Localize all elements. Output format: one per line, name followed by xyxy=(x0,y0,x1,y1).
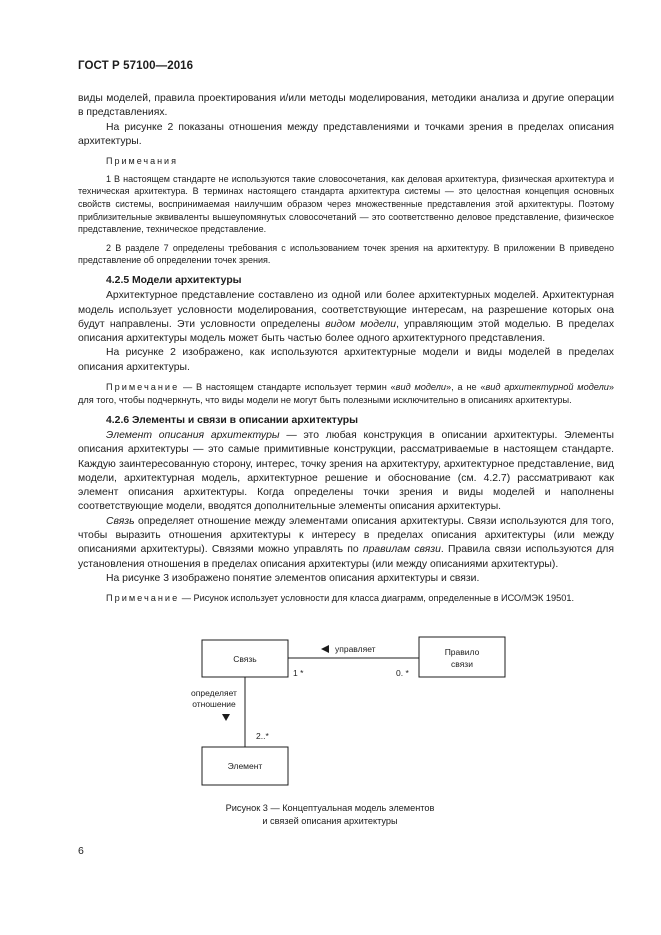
document-body xyxy=(78,92,614,605)
uml-diagram xyxy=(160,625,540,795)
rule-box xyxy=(419,637,505,677)
notes-block xyxy=(78,155,614,267)
direction-arrow xyxy=(321,645,329,653)
link-box-label: Связь xyxy=(233,654,257,664)
relation-label-line2: отношение xyxy=(192,699,236,709)
paragraph: виды моделей, правила проектирования и/или методы моделирования, методики анализа и другие операции в представлениях. xyxy=(78,93,614,119)
paragraph: На рисунке 2 изображено, как используются архитектурные модели и виды моделей в пределах описания архитектуры. xyxy=(78,347,614,373)
document-header: ГОСТ Р 57100—2016 xyxy=(78,60,194,72)
paragraph: Элемент описания архитектуры — это любая конструкция в описании архитектуры. Элементы описания архитектуры — это самые примитивные конструкции, рассматриваемые в настоящем стандарте. Каждую заинтересованную сторону, интерес, точку зрения на архитектуру, архитектурное представление, вид модели, архитектурная модель, архитектурное решение и обоснование (см. 4.2.7) рассматривают как элемент описания архитектуры. Когда определены точки зрения и виды моделей и наполнены соответствующие модели, вводятся дополнительные элементы описания архитектуры. xyxy=(78,429,614,513)
rule-box-label-line1: Правило xyxy=(444,647,480,657)
multiplicity-left: 1 * xyxy=(293,668,304,678)
multiplicity-right: 0. * xyxy=(396,668,409,678)
relation-label-line1: определяет xyxy=(191,688,237,698)
relation-arrow xyxy=(222,714,230,721)
page-number: 6 xyxy=(78,845,84,857)
caption-line: Рисунок 3 — Концептуальная модель элементов xyxy=(225,803,435,813)
element-box-label: Элемент xyxy=(227,761,263,771)
section-heading-4-2-6: 4.2.6 Элементы и связи в описании архитектуры xyxy=(106,414,358,426)
paragraph: Связь определяет отношение между элементами описания архитектуры. Связи используются для того, чтобы выразить отношения архитектуры к интересу в пределах описания архитектуры (или между описаниями архитектуры). Связями можно управлять по правилам связи. Правила связи используются для установления отношения в пределах описания архитектуры (или между описаниями архитектуры). xyxy=(78,515,614,570)
paragraph: На рисунке 2 показаны отношения между представлениями и точками зрения в пределах описания архитектуры. xyxy=(78,121,614,147)
section-heading-4-2-5: 4.2.5 Модели архитектуры xyxy=(106,274,242,286)
caption-line: и связей описания архитектуры xyxy=(262,815,398,826)
paragraph: На рисунке 3 изображено понятие элементов описания архитектуры и связи. xyxy=(106,572,480,584)
multiplicity-bottom: 2..* xyxy=(256,731,269,741)
notes-heading: Примечания xyxy=(106,156,178,167)
note-item: Примечание — Рисунок использует условности для класса диаграмм, определенные в ИСО/МЭК 19501. xyxy=(106,593,574,604)
note-item: Примечание — В настоящем стандарте использует термин «вид модели», а не «вид архитектурной модели» для того, чтобы подчеркнуть, что виды модели не могут быть полезными исключительно в описаниях архитектуры. xyxy=(78,382,614,405)
rule-box-label-line2: связи xyxy=(451,659,473,669)
note-item: 1 В настоящем стандарте не используются такие словосочетания, как деловая архитектура, физическая архитектура и техническая архитектура. В терминах настоящего стандарта архитектура системы — это целостная концепция основных свойств системы, воспринимаемая наилучшим образом через множественные представления этой архитектуры. Поэтому приблизительные эквиваленты вышеупомянутых словосочетаний — это соответственно деловое представление, физическое представление, техническое представление. xyxy=(78,173,614,235)
association-label: управляет xyxy=(335,644,376,654)
figure-caption xyxy=(170,802,490,828)
paragraph: Архитектурное представление составлено из одной или более архитектурных моделей. Архитектурная модель использует условности моделирования, соответствующие интересам, на разрешение которых она будут направлены. Эти условности определены видом модели, управляющим этой моделью. В пределах описания архитектуры модель может быть частью более одного архитектурного представления. xyxy=(78,290,615,345)
note-item: 2 В разделе 7 определены требования с использованием точек зрения на архитектуру. В приложении В приведено представление об определении точек зрения. xyxy=(78,242,614,266)
